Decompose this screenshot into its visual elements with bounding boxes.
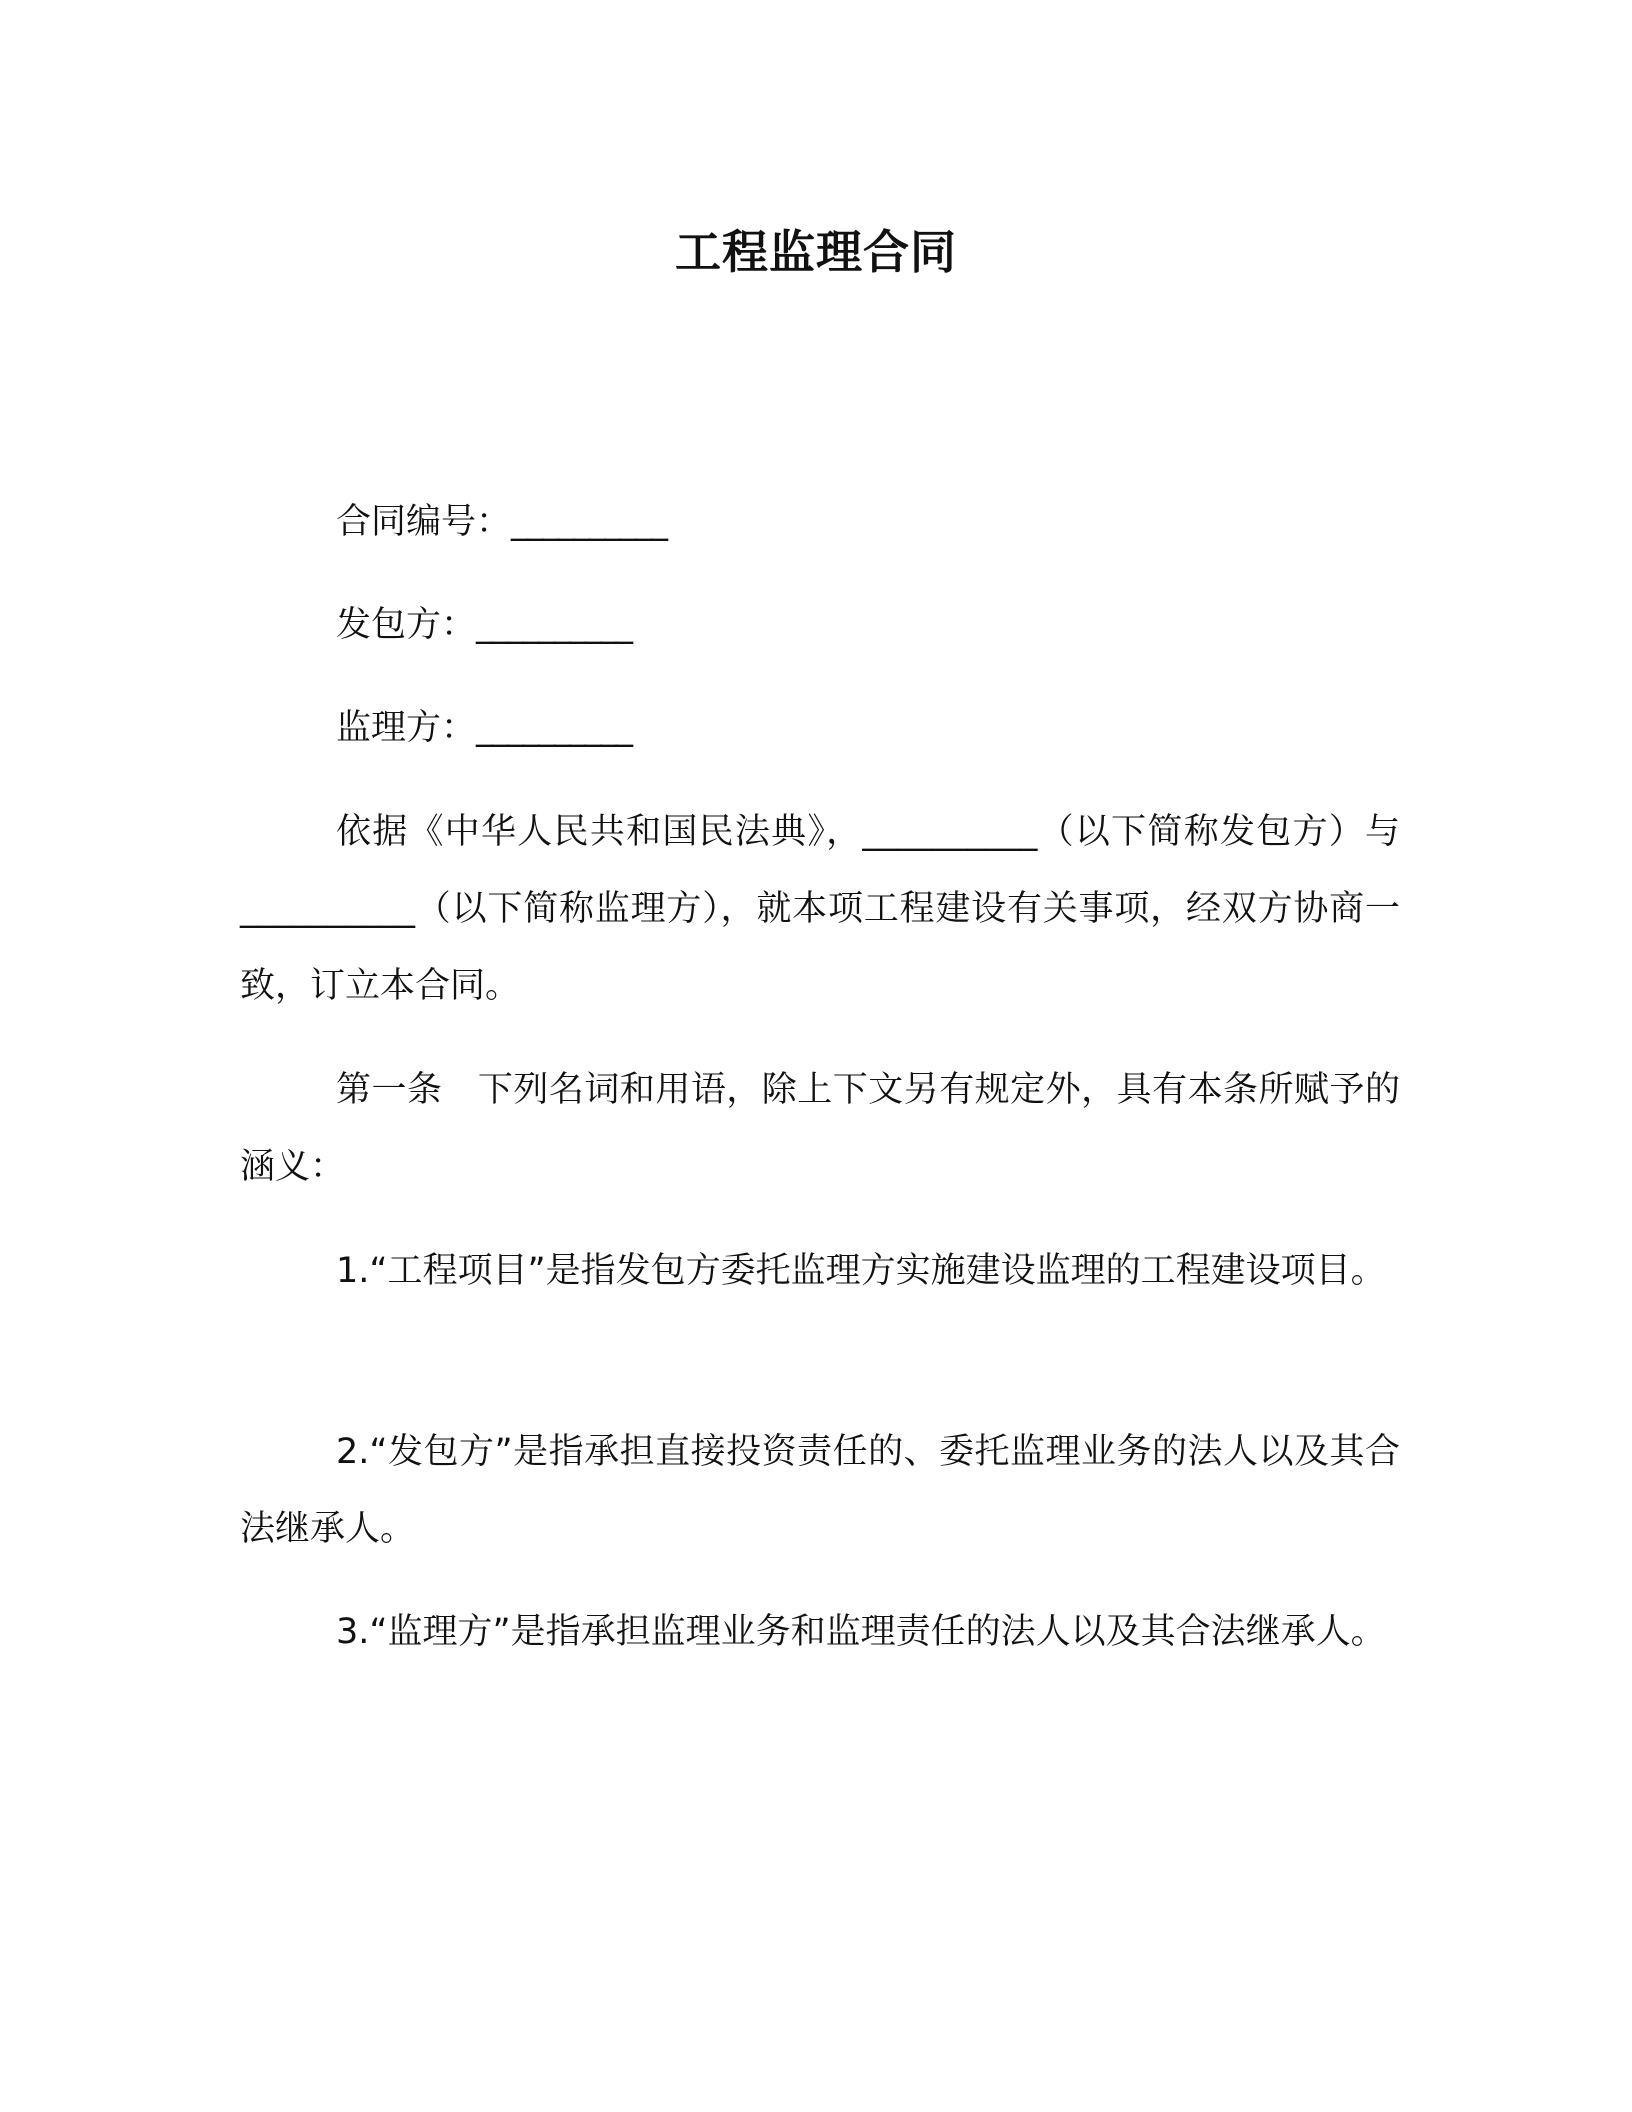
article-one-paragraph: 第一条 下列名词和用语，除上下文另有规定外，具有本条所赋予的涵义： bbox=[240, 1070, 1400, 1187]
supervisor-field bbox=[336, 704, 631, 752]
contract-number-field bbox=[336, 498, 666, 546]
employer-blank: __________ bbox=[476, 605, 632, 645]
definition-2-paragraph: 2.“发包方”是指承担直接投资责任的、委托监理业务的法人以及其合法继承人。 bbox=[240, 1432, 1400, 1549]
contract-number-blank: __________ bbox=[511, 502, 667, 542]
supervisor-blank: __________ bbox=[476, 708, 632, 748]
employer-field bbox=[336, 601, 631, 649]
contract-number-label: 合同编号： bbox=[336, 502, 512, 542]
document-title: 工程监理合同 bbox=[675, 225, 957, 279]
definition-3-paragraph: 3.“监理方”是指承担监理业务和监理责任的法人以及其合法继承人。 bbox=[336, 1612, 1386, 1652]
preamble-paragraph: 依据《中华人民共和国民法典》，__________（以下简称发包方）与__________（以下简称监理方），就本项工程建设有关事项，经双方协商一致，订立本合同。 bbox=[240, 812, 1400, 1006]
employer-label: 发包方： bbox=[336, 605, 477, 645]
supervisor-label: 监理方： bbox=[336, 708, 477, 748]
definition-1-paragraph: 1.“工程项目”是指发包方委托监理方实施建设监理的工程建设项目。 bbox=[336, 1251, 1386, 1291]
